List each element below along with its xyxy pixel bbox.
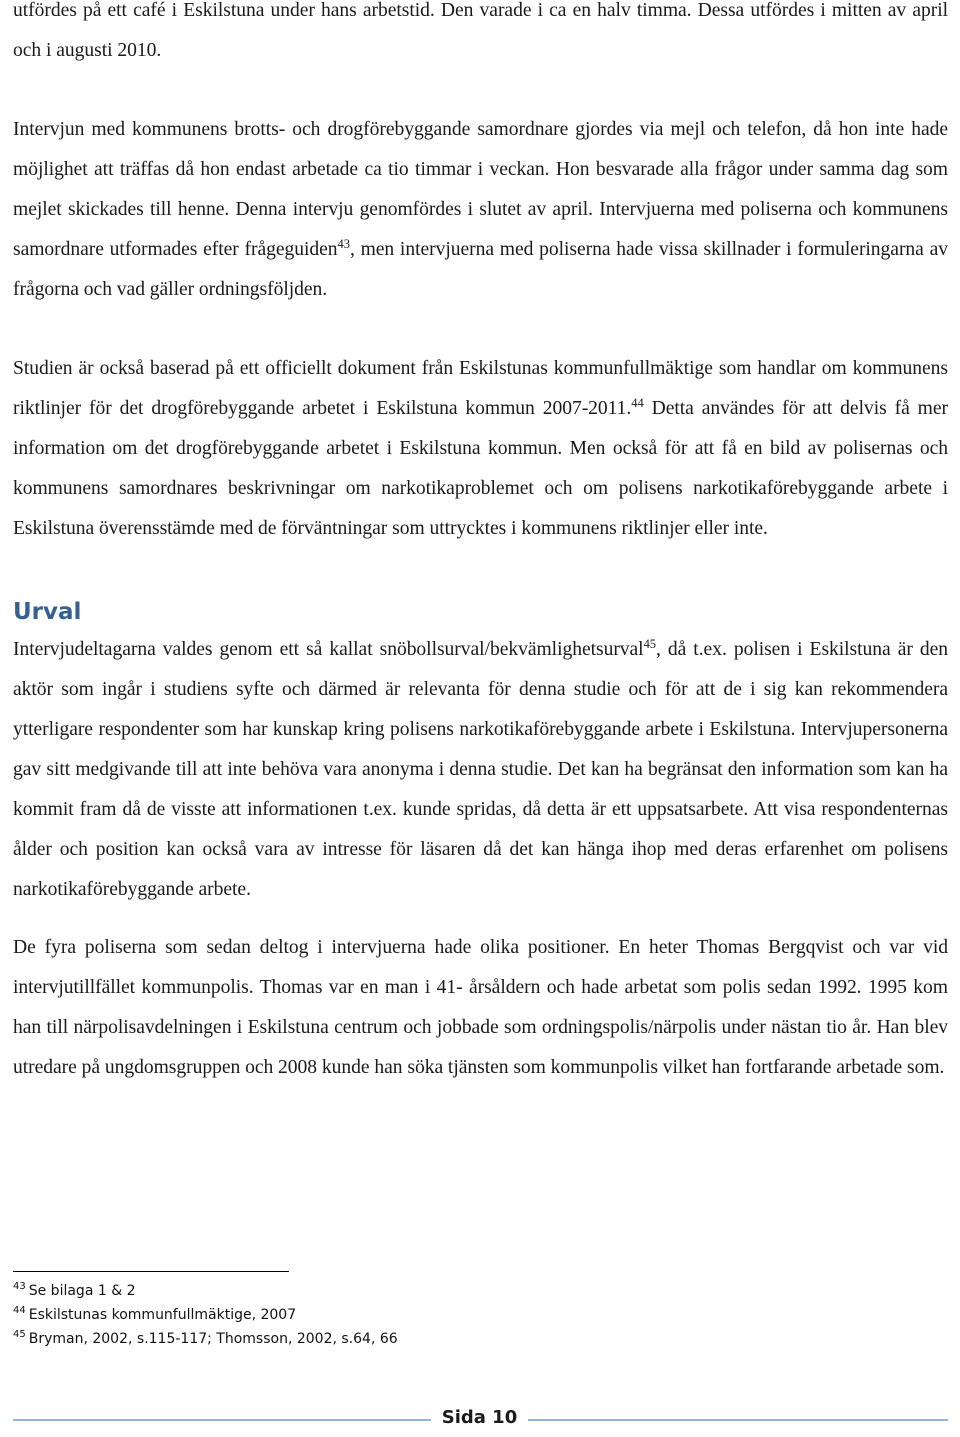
footnote-text: Bryman, 2002, s.115-117; Thomsson, 2002, s.64, 66	[28, 1331, 398, 1347]
footnotes	[13, 1279, 398, 1351]
footer-rule-left	[13, 1419, 431, 1421]
page-footer	[0, 1403, 960, 1437]
footnote-44	[13, 1303, 398, 1327]
footnote-number: 45	[13, 1329, 26, 1340]
footnote-ref-44[interactable]: 44	[631, 396, 644, 410]
paragraph-4-text-a: Intervjudeltagarna valdes genom ett så kallat snöbollsurval/bekvämlighetsurval	[13, 639, 644, 660]
footnote-43	[13, 1279, 398, 1303]
footnote-number: 43	[13, 1281, 26, 1292]
paragraph-2	[13, 110, 948, 310]
footnote-separator	[13, 1271, 289, 1272]
footnote-text: Eskilstunas kommunfullmäktige, 2007	[28, 1307, 297, 1323]
paragraph-2-text-b: , men intervjuerna med poliserna hade vissa skillnader i formuleringarna av frågorna och vad gäller ordningsföljden.	[13, 239, 948, 300]
paragraph-3-text-a: Studien är också baserad på ett officiellt dokument från Eskilstunas kommunfullmäktige som handlar om kommunens riktlinjer för det drogförebyggande arbetet i Eskilstuna kommun 2007-2011.	[13, 358, 948, 419]
paragraph-1	[13, 0, 948, 71]
footnote-ref-45[interactable]: 45	[643, 637, 656, 651]
paragraph-4-text-b: , då t.ex. polisen i Eskilstuna är den aktör som ingår i studiens syfte och därmed är relevanta för denna studie och för att de i sig kan rekommendera ytterligare respondenter som har kunskap kring polisens narkotikaförebyggande arbete i Eskilstuna. Intervjupersonerna gav sitt medgivande till att inte behöva vara anonyma i denna studie. Det kan ha begränsat den information som kan ha kommit fram då de visste att informationen t.ex. kunde spridas, då detta är ett uppsatsarbete. Att visa respondenternas ålder och position kan också vara av intresse för läsaren då det kan hänga ihop med deras erfarenhet om polisens narkotikaförebyggande arbete.	[13, 639, 948, 900]
paragraph-3-text-b: Detta användes för att delvis få mer information om det drogförebyggande arbetet i Eskilstuna kommun. Men också för att få en bild av polisernas och kommunens samordnares beskrivningar om narkotikaproblemet och om polisens narkotikaförebyggande arbete i Eskilstuna överensstämde med de förväntningar som uttrycktes i kommunens riktlinjer eller inte.	[13, 398, 948, 539]
document-page	[13, 0, 948, 1088]
paragraph-3	[13, 349, 948, 549]
paragraph-5-text: De fyra poliserna som sedan deltog i intervjuerna hade olika positioner. En heter Thomas Bergqvist och var vid intervjutillfället kommunpolis. Thomas var en man i 41- årsåldern och hade arbetat som polis sedan 1992. 1995 kom han till närpolisavdelningen i Eskilstuna centrum och jobbade som ordningspolis/närpolis under nästan tio år. Han blev utredare på ungdomsgruppen och 2008 kunde han söka tjänsten som kommunpolis vilket han fortfarande arbetade som.	[13, 937, 948, 1078]
footnote-45	[13, 1327, 398, 1351]
footnote-number: 44	[13, 1305, 26, 1316]
paragraph-1-text: utfördes på ett café i Eskilstuna under hans arbetstid. Den varade i ca en halv timma. Dessa utfördes i mitten av april och i augusti 2010.	[13, 0, 948, 61]
paragraph-2-text-a: Intervjun med kommunens brotts- och drogförebyggande samordnare gjordes via mejl och telefon, då hon inte hade möjlighet att träffas då hon endast arbetade ca tio timmar i veckan. Hon besvarade alla frågor under samma dag som mejlet skickades till henne. Denna intervju genomfördes i slutet av april. Intervjuerna med poliserna och kommunens samordnare utformades efter frågeguiden	[13, 119, 948, 260]
section-heading-urval: Urval	[13, 599, 82, 625]
paragraph-5	[13, 928, 948, 1088]
footnote-text: Se bilaga 1 & 2	[28, 1283, 136, 1299]
footnote-ref-43[interactable]: 43	[337, 237, 350, 251]
page-number: Sida 10	[441, 1407, 518, 1428]
paragraph-4	[13, 630, 948, 910]
footer-rule-right	[528, 1419, 948, 1421]
